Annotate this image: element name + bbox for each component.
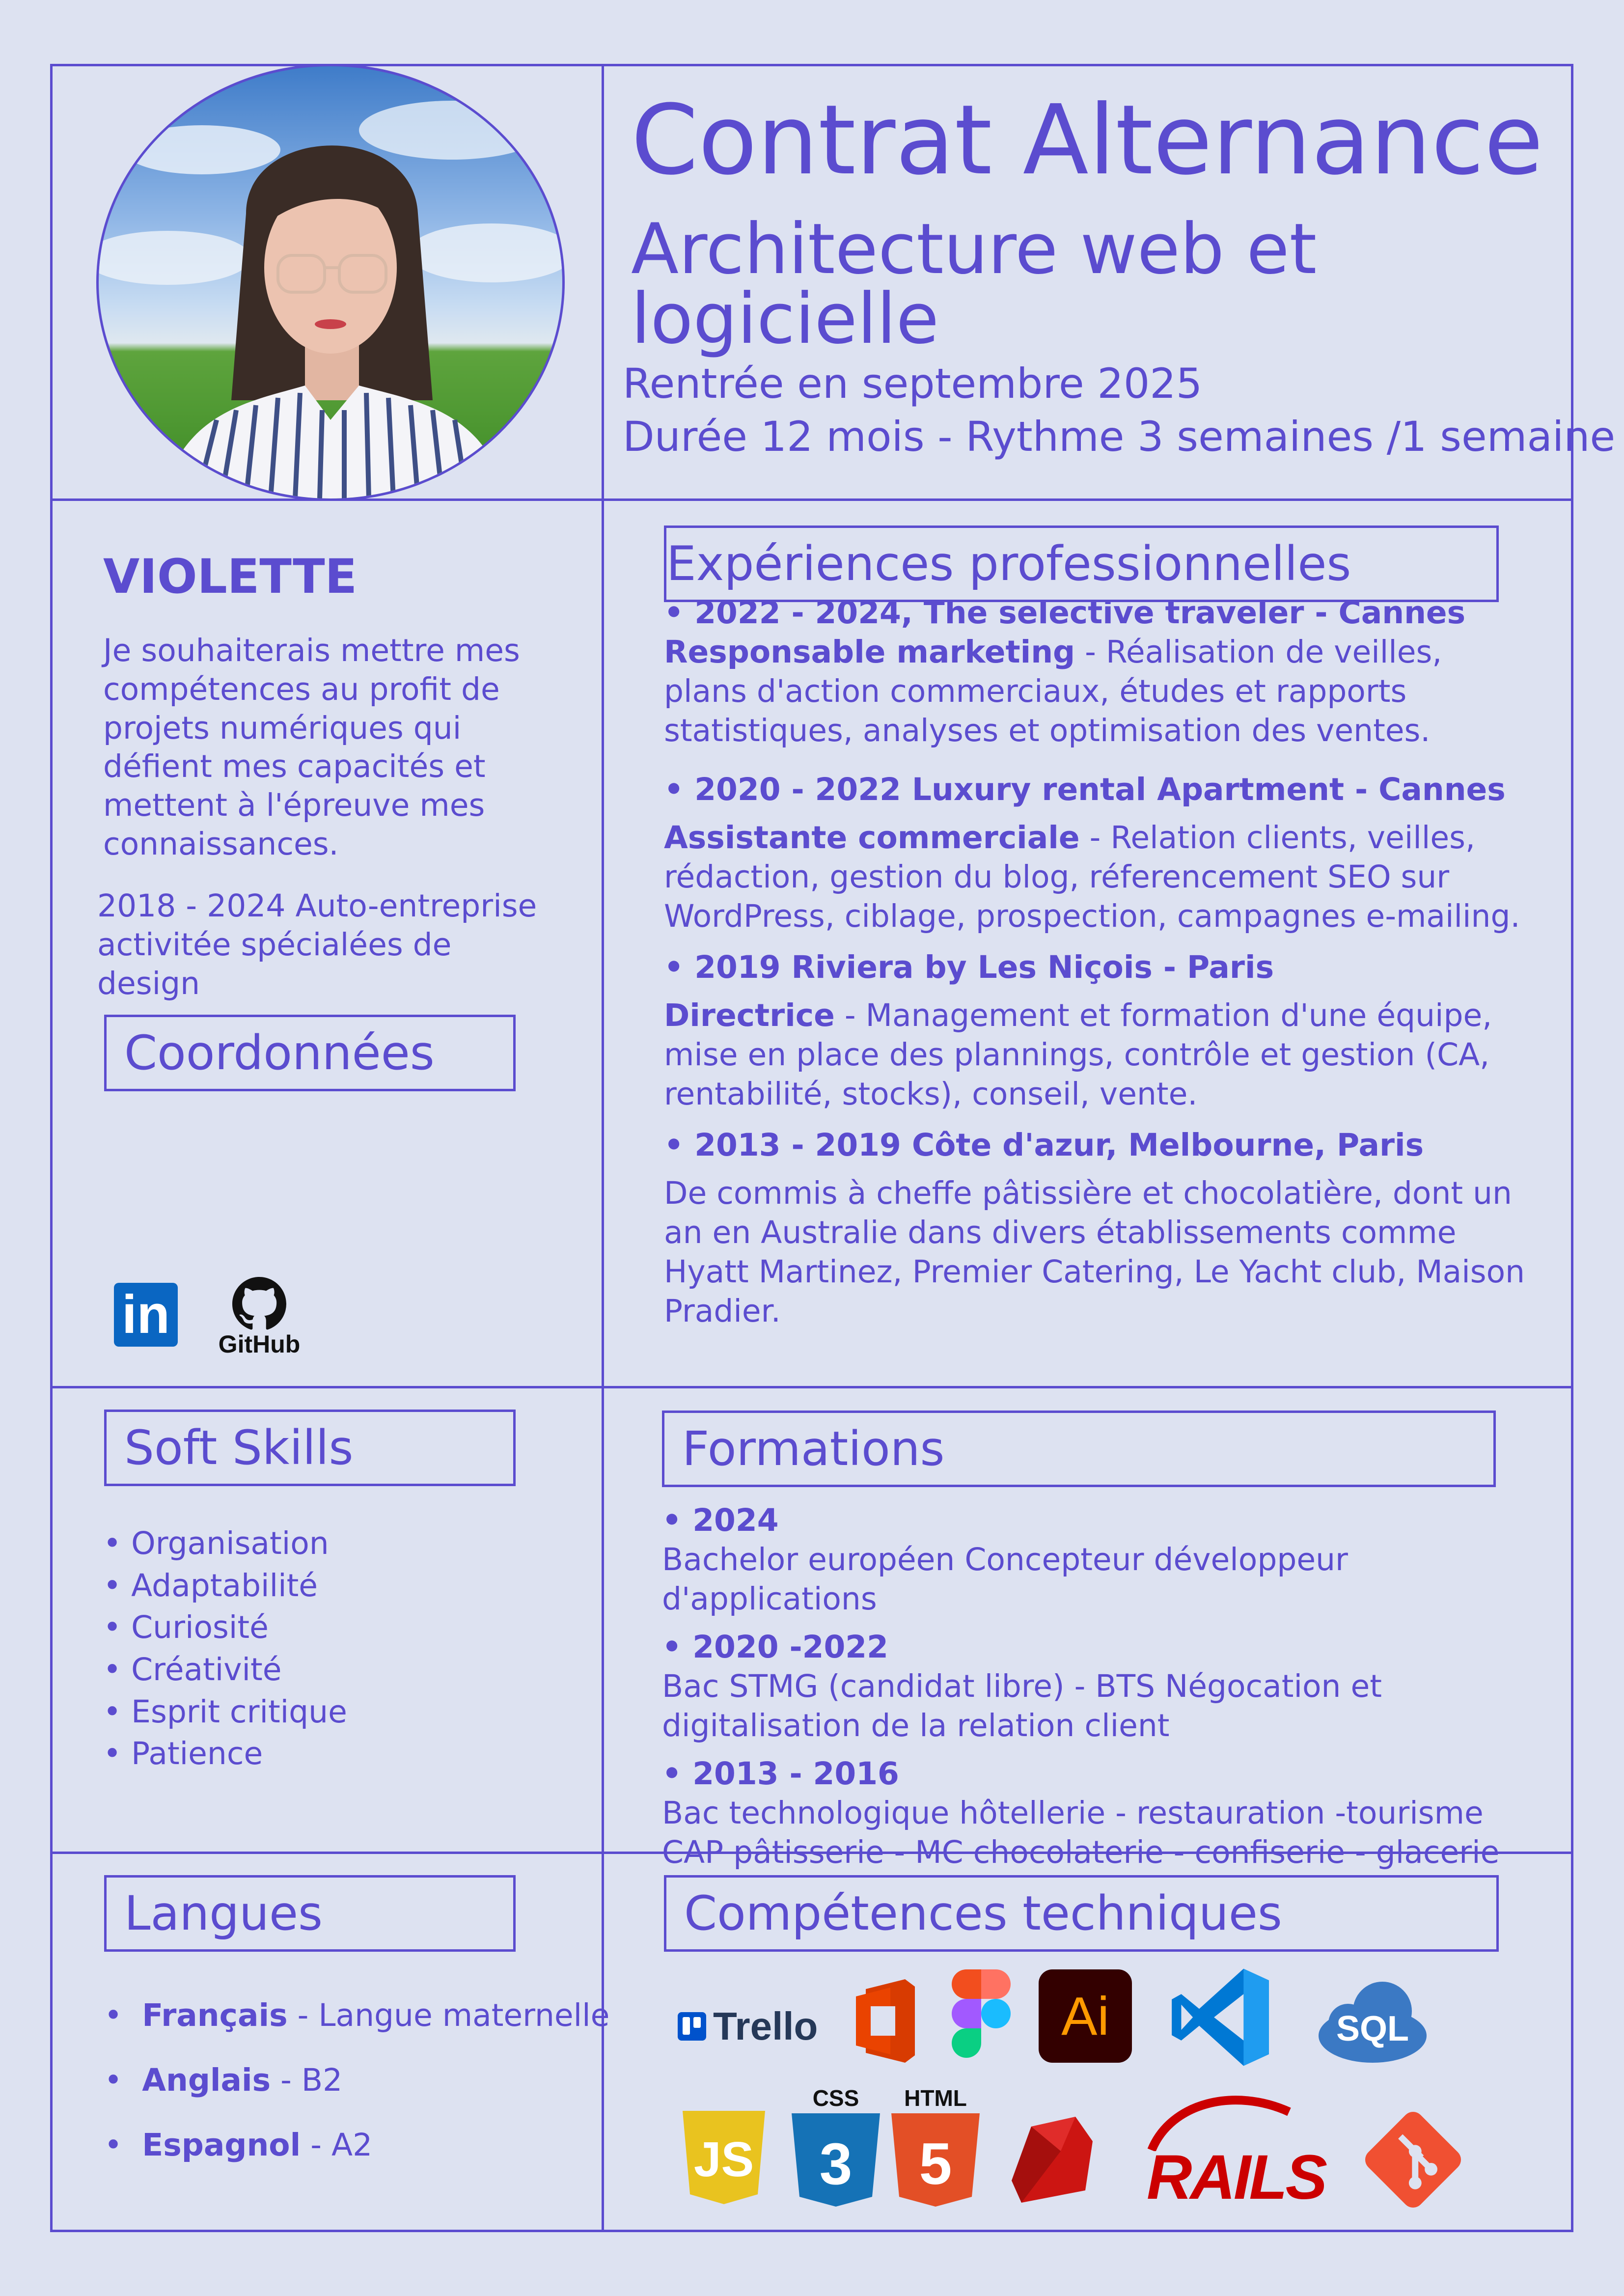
github-link[interactable] bbox=[215, 1277, 303, 1358]
experience-heading-line: • 2019 Riviera by Les Niçois - Paris bbox=[664, 949, 1274, 985]
experience-body bbox=[664, 1174, 1533, 1331]
education-entry bbox=[662, 1628, 1546, 1745]
html5-label: HTML bbox=[904, 2085, 967, 2111]
languages-heading-label: Langues bbox=[124, 1886, 323, 1941]
languages-heading bbox=[104, 1875, 516, 1952]
github-icon bbox=[232, 1277, 286, 1331]
languages-list bbox=[104, 1997, 610, 2194]
list-item: • Curiosité bbox=[103, 1609, 269, 1646]
experience-entry bbox=[664, 770, 1533, 936]
experience-entry bbox=[664, 1126, 1533, 1331]
contact-heading bbox=[104, 1015, 516, 1091]
list-item: • Adaptabilité bbox=[103, 1567, 318, 1604]
list-item: • Patience bbox=[103, 1736, 263, 1772]
language-level: - Langue maternelle bbox=[287, 1997, 610, 2033]
education-list bbox=[662, 1501, 1546, 1881]
trello-icon bbox=[678, 2004, 818, 2049]
git-icon bbox=[1360, 2107, 1466, 2213]
figma-icon bbox=[952, 1969, 1011, 2058]
education-year: • 2013 - 2016 bbox=[662, 1756, 899, 1792]
experience-heading-line: • 2020 - 2022 Luxury rental Apartment - Cannes bbox=[664, 772, 1506, 807]
duration: Durée 12 mois - Rythme 3 semaines /1 semaine bbox=[623, 412, 1616, 461]
profile-summary: Je souhaiterais mettre mes compétences au profit de projets numériques qui défient mes capacités et mettent à l'épreuve mes connaissances. bbox=[103, 633, 520, 862]
tech-skills-heading bbox=[664, 1875, 1499, 1952]
css3-label: CSS bbox=[812, 2085, 859, 2111]
page-subtitle: Architecture web et logicielle bbox=[631, 209, 1317, 360]
education-heading-label: Formations bbox=[682, 1421, 945, 1476]
profile-photo bbox=[96, 64, 565, 501]
language-level: - B2 bbox=[271, 2062, 343, 2098]
language-name: Français bbox=[142, 1997, 288, 2033]
education-line: CAP pâtisserie - MC chocolaterie - confiserie - glacerie bbox=[662, 1834, 1500, 1870]
experience-body bbox=[664, 633, 1533, 750]
list-item: • Organisation bbox=[103, 1525, 329, 1561]
ruby-icon bbox=[1002, 2112, 1098, 2205]
experience-desc: - Relation clients, veilles, rédaction, gestion du blog, réferencement SEO sur WordPress, ciblage, prospection, campagnes e-mailing. bbox=[664, 820, 1520, 934]
html5-number: 5 bbox=[919, 2131, 952, 2197]
education-line: Bac STMG (candidat libre) - BTS Négocation et digitalisation de la relation client bbox=[662, 1668, 1382, 1743]
css3-icon bbox=[792, 2085, 880, 2208]
business-activity: 2018 - 2024 Auto-entreprise activitée spécialées de design bbox=[97, 888, 537, 1001]
education-line: Bac technologique hôtellerie - restauration -tourisme bbox=[662, 1795, 1484, 1831]
list-item: • Français - Langue maternelle bbox=[104, 1997, 610, 2033]
html5-icon bbox=[891, 2085, 980, 2208]
list-item: • Esprit critique bbox=[103, 1693, 347, 1730]
education-entry bbox=[662, 1501, 1546, 1619]
tech-skills-heading-label: Compétences techniques bbox=[684, 1886, 1282, 1941]
page-title: Contrat Alternance bbox=[631, 84, 1543, 196]
experience-body bbox=[664, 818, 1533, 936]
contract-info bbox=[623, 358, 1615, 463]
row-divider-1 bbox=[50, 498, 1573, 501]
experience-role: Assistante commerciale bbox=[664, 820, 1080, 856]
experience-role: Responsable marketing bbox=[664, 634, 1075, 670]
row-divider-2 bbox=[50, 1386, 1573, 1388]
vscode-icon bbox=[1166, 1964, 1274, 2070]
soft-skills-heading-label: Soft Skills bbox=[124, 1420, 354, 1475]
experience-entry bbox=[664, 593, 1533, 750]
illustrator-icon bbox=[1039, 1969, 1132, 2063]
rails-icon bbox=[1142, 2092, 1325, 2213]
education-heading bbox=[662, 1411, 1496, 1487]
experience-list bbox=[664, 593, 1533, 1343]
soft-skills-list bbox=[103, 1522, 347, 1775]
office-icon bbox=[851, 1977, 920, 2065]
soft-skills-heading bbox=[104, 1410, 516, 1486]
experience-desc: - Management et formation d'une équipe, mise en place des plannings, contrôle et gestion (CA, rentabilité, stocks), conseil, vente. bbox=[664, 997, 1492, 1112]
experience-desc: - Réalisation de veilles, plans d'action commerciaux, études et rapports statistiques, analyses et optimisation des ventes. bbox=[664, 634, 1442, 748]
language-level: - A2 bbox=[301, 2127, 373, 2163]
experience-heading-line: • 2022 - 2024, The selective traveler - Cannes bbox=[664, 595, 1466, 631]
github-label: GitHub bbox=[218, 1330, 301, 1358]
linkedin-label: in bbox=[122, 1284, 170, 1345]
education-line: Bachelor européen Concepteur développeur d'applications bbox=[662, 1542, 1348, 1617]
list-item: • Espagnol - A2 bbox=[104, 2127, 373, 2163]
experience-body bbox=[664, 996, 1533, 1114]
experience-desc: De commis à cheffe pâtissière et chocolatière, dont un an en Australie dans divers établissements comme Hyatt Martinez, Premier Catering, Le Yacht club, Maison Pradier. bbox=[664, 1175, 1525, 1329]
sql-label: SQL bbox=[1336, 2009, 1409, 2048]
frame-bottom bbox=[50, 2230, 1573, 2232]
language-name: Espagnol bbox=[142, 2127, 301, 2163]
education-entry bbox=[662, 1754, 1546, 1872]
experience-role: Directrice bbox=[664, 997, 835, 1033]
javascript-label: JS bbox=[693, 2132, 754, 2187]
frame-left bbox=[50, 64, 53, 2232]
education-year: • 2024 bbox=[662, 1502, 779, 1538]
sql-icon bbox=[1314, 1977, 1431, 2065]
illustrator-label: Ai bbox=[1061, 1986, 1109, 2047]
linkedin-icon[interactable] bbox=[114, 1283, 178, 1347]
list-item: • Créativité bbox=[103, 1652, 282, 1688]
start-date: Rentrée en septembre 2025 bbox=[623, 360, 1203, 408]
language-name: Anglais bbox=[142, 2062, 271, 2098]
education-year: • 2020 -2022 bbox=[662, 1629, 888, 1665]
list-item: • Anglais - B2 bbox=[104, 2062, 343, 2098]
contact-heading-label: Coordonnées bbox=[124, 1025, 435, 1080]
frame-middle bbox=[602, 64, 604, 2232]
experience-heading bbox=[664, 526, 1499, 602]
javascript-icon bbox=[683, 2111, 765, 2204]
css3-number: 3 bbox=[819, 2131, 853, 2197]
experience-heading-line: • 2013 - 2019 Côte d'azur, Melbourne, Paris bbox=[664, 1127, 1424, 1163]
experience-heading-label: Expériences professionnelles bbox=[666, 536, 1351, 591]
trello-label: Trello bbox=[713, 2004, 818, 2048]
experience-entry bbox=[664, 948, 1533, 1114]
rails-label: RAILS bbox=[1147, 2142, 1325, 2213]
candidate-name: VIOLETTE bbox=[103, 549, 358, 604]
